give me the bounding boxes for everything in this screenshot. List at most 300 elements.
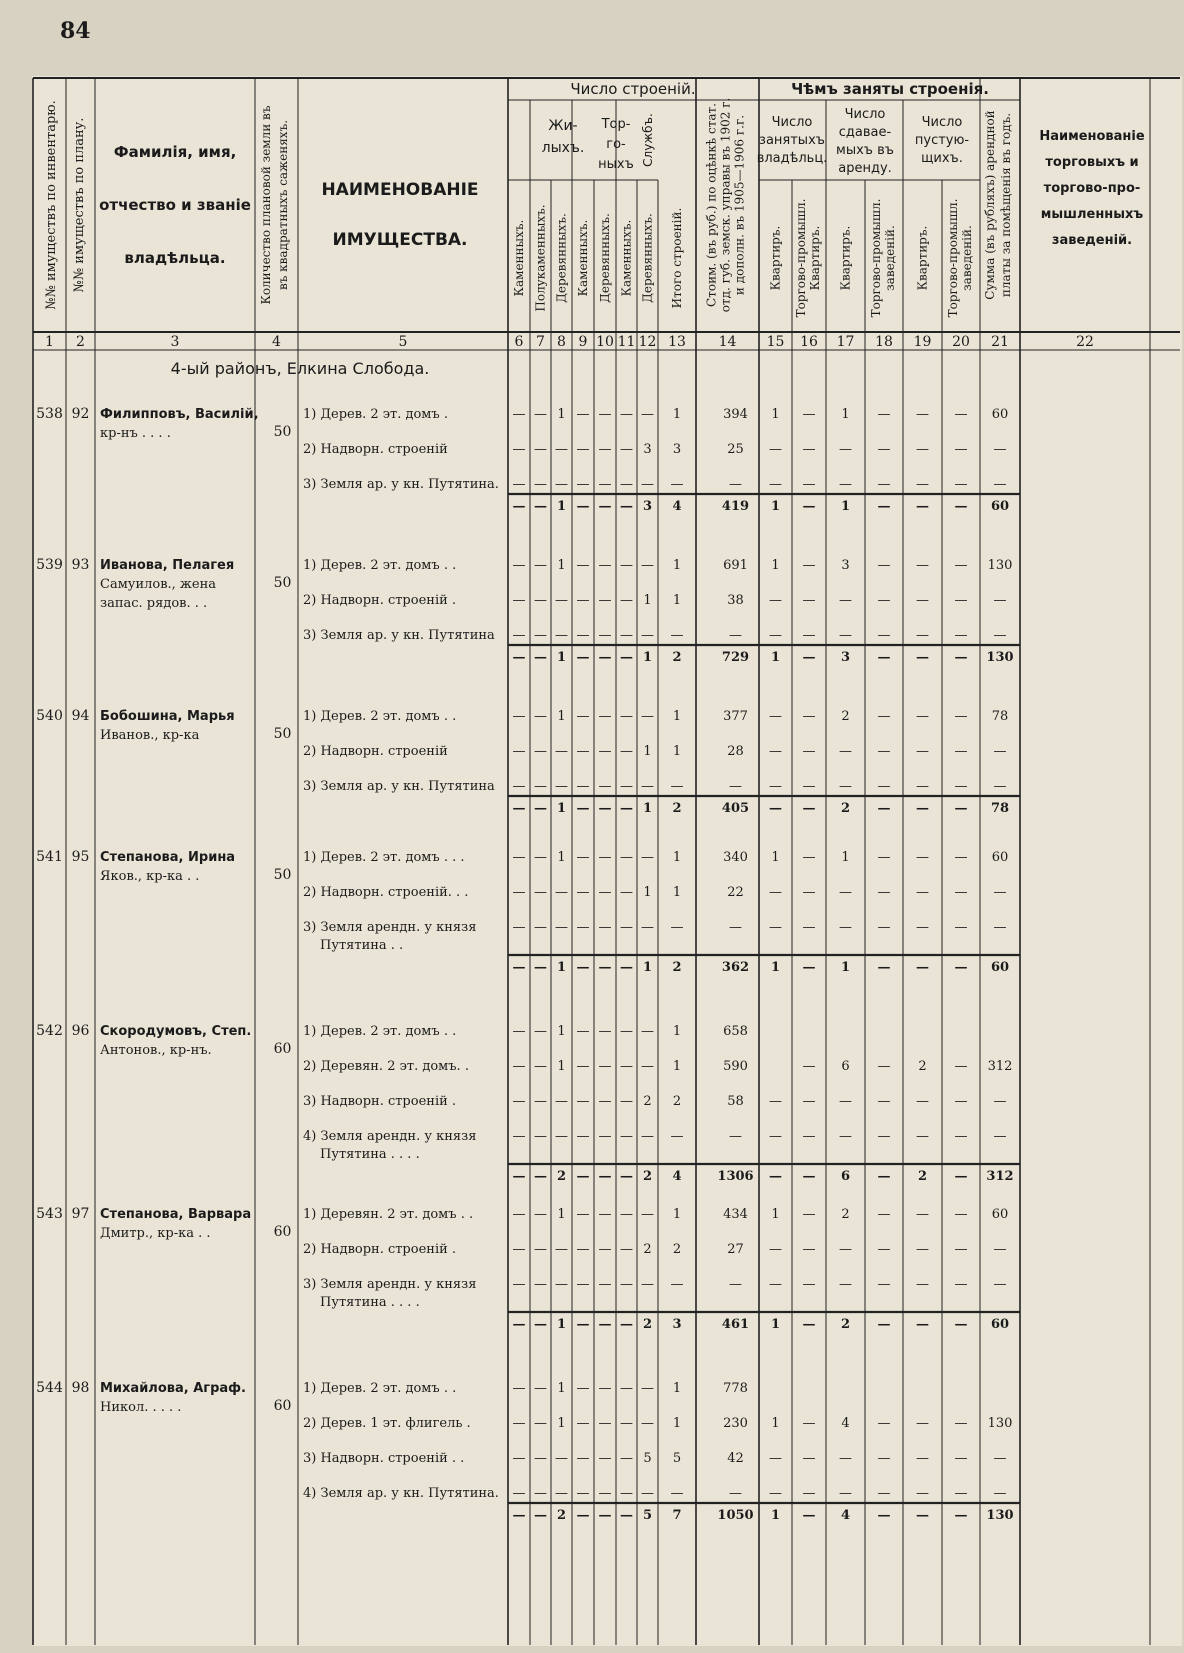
item-value: —	[598, 1059, 612, 1074]
plan-number: 97	[71, 1206, 90, 1222]
item-value: —	[954, 920, 968, 935]
property-item: 2) Надворн. строеній	[303, 744, 448, 759]
total-value: —	[512, 499, 526, 514]
item-value: —	[802, 407, 816, 422]
total-value: —	[877, 801, 891, 816]
item-value: 2	[918, 1059, 927, 1074]
item-value: —	[954, 1094, 968, 1109]
item-value: —	[916, 1486, 929, 1501]
property-ledger-table	[32, 76, 1182, 1646]
item-value: 28	[727, 744, 744, 759]
total-value: —	[802, 499, 816, 514]
item-value: —	[555, 1451, 568, 1466]
item-value: —	[802, 1059, 816, 1074]
item-value: —	[916, 1094, 929, 1109]
item-value: —	[512, 744, 526, 759]
property-item: 2) Надворн. строеній. . .	[303, 885, 469, 900]
item-value: —	[641, 1381, 654, 1396]
item-value: —	[802, 779, 816, 794]
item-value: —	[598, 1094, 612, 1109]
item-value: 1	[841, 850, 850, 865]
item-value: —	[555, 1242, 568, 1257]
total-value: —	[916, 1317, 929, 1332]
total-value: —	[877, 1317, 891, 1332]
column-number: 12	[638, 334, 657, 350]
item-value: —	[802, 628, 816, 643]
header-trade: го-	[606, 137, 626, 152]
item-value: —	[576, 1207, 590, 1222]
header-vacant: пустую-	[914, 133, 970, 148]
header-total-buildings: Итого строеній.	[670, 207, 684, 309]
column-number: 17	[836, 334, 855, 350]
item-value: —	[620, 1024, 633, 1039]
district-heading: 4-ый районъ, Елкина Слобода.	[170, 359, 430, 378]
item-value: —	[670, 477, 684, 492]
header-property-name: ИМУЩЕСТВА.	[332, 230, 468, 250]
item-value: —	[534, 1277, 547, 1292]
item-value: —	[620, 628, 633, 643]
total-value: 3	[840, 650, 851, 665]
total-value: 1	[770, 1508, 781, 1523]
item-value: —	[954, 885, 968, 900]
item-value: —	[993, 1451, 1007, 1466]
item-value: —	[598, 1277, 612, 1292]
item-value: 1	[771, 407, 780, 422]
item-value: —	[620, 709, 633, 724]
total-value: 362	[721, 960, 750, 975]
total-value: 1	[556, 499, 567, 514]
item-value: —	[839, 1451, 852, 1466]
item-value: —	[769, 628, 782, 643]
item-value: —	[769, 1242, 782, 1257]
property-item: 3) Земля ар. у кн. Путятина.	[303, 477, 499, 492]
header-material: Деревянныхъ.	[598, 213, 612, 303]
header-occupied-owner: занятыхъ	[759, 133, 825, 148]
owner-name: Антонов., кр-нъ.	[100, 1043, 212, 1058]
item-value: —	[916, 744, 929, 759]
item-value: —	[802, 477, 816, 492]
item-value: —	[954, 1416, 968, 1431]
item-value: —	[916, 442, 929, 457]
item-value: —	[641, 709, 654, 724]
item-value: —	[916, 477, 929, 492]
item-value: —	[769, 593, 782, 608]
item-value: —	[620, 477, 633, 492]
item-value: —	[576, 1094, 590, 1109]
item-value: 1	[672, 1207, 682, 1222]
inventory-number: 542	[36, 1023, 63, 1039]
item-value: —	[512, 1207, 526, 1222]
item-value: 377	[723, 709, 748, 724]
item-value: —	[620, 1381, 633, 1396]
property-item: 2) Надворн. строеній	[303, 442, 448, 457]
item-value: —	[534, 1024, 547, 1039]
owner-name: Дмитр., кр-ка . .	[100, 1226, 211, 1241]
item-value: —	[576, 1129, 590, 1144]
item-value: —	[839, 628, 852, 643]
item-value: —	[802, 1129, 816, 1144]
item-value: —	[512, 1277, 526, 1292]
item-value: —	[954, 407, 968, 422]
item-value: —	[769, 920, 782, 935]
total-value: —	[576, 1169, 590, 1184]
column-number: 9	[578, 334, 588, 350]
item-value: 1	[672, 1381, 682, 1396]
item-value: —	[598, 850, 612, 865]
column-number: 1	[45, 334, 54, 350]
total-value: 6	[840, 1169, 851, 1184]
item-value: —	[954, 1486, 968, 1501]
item-value: —	[802, 442, 816, 457]
item-value: —	[534, 1059, 547, 1074]
land-area: 50	[273, 867, 292, 883]
column-number: 21	[991, 334, 1009, 350]
item-value: —	[877, 1486, 891, 1501]
item-value: —	[877, 779, 891, 794]
item-value: —	[512, 442, 526, 457]
item-value: —	[512, 885, 526, 900]
property-item: 2) Надворн. строеній .	[303, 593, 457, 608]
item-value: 1	[557, 407, 566, 422]
item-value: 2	[841, 1207, 850, 1222]
item-value: —	[641, 1416, 654, 1431]
total-value: 2	[556, 1169, 567, 1184]
item-value: —	[576, 850, 590, 865]
item-value: —	[576, 1381, 590, 1396]
item-value: 1	[841, 407, 850, 422]
total-value: —	[534, 801, 547, 816]
header-material: Деревянныхъ.	[554, 213, 569, 303]
property-item: 1) Дерев. 2 эт. домъ . . .	[303, 850, 465, 865]
item-value: —	[877, 407, 891, 422]
item-value: —	[993, 1242, 1007, 1257]
item-value: —	[598, 744, 612, 759]
item-value: —	[512, 477, 526, 492]
land-area: 50	[273, 575, 292, 591]
item-value: —	[954, 558, 968, 573]
item-value: —	[769, 442, 782, 457]
item-value: —	[512, 1242, 526, 1257]
inventory-number: 540	[36, 708, 63, 724]
header-owner: Фамилія, имя,	[113, 143, 237, 161]
item-value: —	[620, 779, 633, 794]
total-value: —	[802, 801, 816, 816]
item-value: —	[598, 779, 612, 794]
property-item: 3) Надворн. строеній . .	[303, 1451, 465, 1466]
header-trade-industrial: Торгово-промышл.	[946, 198, 960, 318]
item-value: —	[954, 1207, 968, 1222]
owner-name: кр-нъ . . . .	[100, 426, 171, 441]
item-value: —	[877, 558, 891, 573]
item-value: 1	[672, 850, 682, 865]
total-value: 729	[721, 650, 750, 665]
item-value: —	[598, 1381, 612, 1396]
column-number: 8	[557, 334, 566, 350]
total-value: —	[954, 650, 968, 665]
owner-name: Михайлова, Аграф.	[100, 1381, 246, 1396]
total-value: 2	[642, 1169, 653, 1184]
total-value: 7	[672, 1508, 682, 1523]
item-value: 60	[991, 407, 1009, 422]
header-trade-industrial: Торгово-промышл.	[869, 198, 883, 318]
item-value: —	[620, 442, 633, 457]
item-value: —	[534, 442, 547, 457]
item-value: —	[555, 1094, 568, 1109]
item-value: —	[729, 920, 742, 935]
property-item: Путятина . . . .	[320, 1147, 420, 1162]
item-value: —	[555, 477, 568, 492]
item-value: —	[954, 1059, 968, 1074]
property-item: 3) Земля арендн. у князя	[303, 920, 477, 935]
total-value: 4	[672, 1169, 682, 1184]
item-value: —	[641, 1024, 654, 1039]
item-value: 1	[557, 558, 566, 573]
item-value: —	[954, 1129, 968, 1144]
total-value: —	[598, 1508, 612, 1523]
item-value: —	[620, 1277, 633, 1292]
property-item: 1) Дерев. 2 эт. домъ .	[303, 407, 448, 422]
column-number: 6	[514, 334, 524, 350]
total-value: —	[534, 1508, 547, 1523]
total-value: 3	[642, 499, 653, 514]
item-value: —	[802, 920, 816, 935]
item-value: —	[877, 1059, 891, 1074]
header-land-area: въ квадратныхъ саженяхъ.	[276, 119, 290, 291]
column-number: 4	[272, 334, 281, 350]
item-value: 312	[987, 1059, 1013, 1074]
item-value: —	[802, 709, 816, 724]
item-value: —	[534, 779, 547, 794]
item-value: —	[534, 744, 547, 759]
item-value: —	[839, 779, 852, 794]
column-number: 5	[398, 334, 408, 350]
total-value: —	[620, 1169, 633, 1184]
item-value: —	[916, 779, 929, 794]
item-value: —	[598, 407, 612, 422]
column-number: 20	[952, 334, 970, 350]
header-trade-industrial: заведеній.	[883, 225, 897, 291]
item-value: —	[954, 442, 968, 457]
item-value: 340	[723, 850, 748, 865]
item-value: 1	[557, 1207, 566, 1222]
owner-name: Яков., кр-ка . .	[100, 869, 200, 884]
total-value: —	[877, 960, 891, 975]
item-value: —	[620, 1242, 633, 1257]
total-value: —	[620, 1508, 633, 1523]
item-value: —	[954, 628, 968, 643]
item-value: —	[576, 885, 590, 900]
property-item: 1) Дерев. 2 эт. домъ . .	[303, 558, 457, 573]
property-item: 3) Надворн. строеній .	[303, 1094, 457, 1109]
header-rented-out: Число	[844, 107, 886, 122]
property-item: 1) Дерев. 2 эт. домъ . .	[303, 1381, 457, 1396]
item-value: —	[555, 885, 568, 900]
header-apartments: Квартиръ.	[915, 225, 930, 291]
item-value: 1	[771, 850, 780, 865]
item-value: —	[877, 1277, 891, 1292]
total-value: —	[916, 1508, 929, 1523]
item-value: —	[877, 593, 891, 608]
total-value: —	[598, 1169, 612, 1184]
item-value: —	[620, 885, 633, 900]
property-item: 2) Деревян. 2 эт. домъ. .	[303, 1059, 469, 1074]
owner-name: Степанова, Варвара	[100, 1207, 252, 1222]
item-value: 38	[727, 593, 744, 608]
owner-name: Иванов., кр-ка	[100, 728, 200, 743]
total-value: —	[877, 1169, 891, 1184]
property-item: Путятина . .	[320, 938, 404, 953]
total-value: —	[576, 650, 590, 665]
item-value: —	[769, 744, 782, 759]
header-trade-industrial: Торгово-промышл.	[794, 198, 808, 318]
total-value: —	[769, 801, 782, 816]
item-value: —	[916, 558, 929, 573]
item-value: —	[729, 779, 742, 794]
total-value: —	[954, 1169, 968, 1184]
total-value: 1	[556, 960, 567, 975]
item-value: —	[598, 593, 612, 608]
header-service: Службъ.	[641, 113, 655, 167]
item-value: —	[534, 1486, 547, 1501]
total-value: —	[877, 650, 891, 665]
item-value: —	[576, 407, 590, 422]
item-value: —	[769, 1486, 782, 1501]
item-value: —	[916, 1416, 929, 1431]
item-value: —	[534, 1207, 547, 1222]
item-value: —	[954, 1242, 968, 1257]
item-value: —	[802, 885, 816, 900]
total-value: —	[954, 1317, 968, 1332]
plan-number: 96	[71, 1023, 90, 1039]
item-value: —	[534, 709, 547, 724]
property-item: Путятина . . . .	[320, 1295, 420, 1310]
header-material: Деревянныхъ.	[640, 213, 655, 303]
item-value: —	[993, 744, 1007, 759]
total-value: —	[954, 801, 968, 816]
item-value: —	[512, 593, 526, 608]
item-value: 1	[557, 709, 566, 724]
total-value: —	[802, 1317, 816, 1332]
item-value: —	[802, 558, 816, 573]
item-value: —	[598, 1416, 612, 1431]
item-value: —	[598, 477, 612, 492]
total-value: —	[534, 650, 547, 665]
total-value: —	[620, 960, 633, 975]
item-value: 434	[723, 1207, 748, 1222]
item-value: —	[641, 628, 654, 643]
total-value: —	[802, 650, 816, 665]
item-value: 2	[643, 1094, 652, 1109]
item-value: —	[576, 442, 590, 457]
total-value: 312	[986, 1169, 1014, 1184]
column-number: 18	[875, 334, 893, 350]
total-value: —	[512, 960, 526, 975]
total-value: 1	[556, 801, 567, 816]
item-value: —	[954, 593, 968, 608]
total-value: —	[512, 801, 526, 816]
header-cost: и дополн. въ 1905—1906 г.г.	[732, 114, 747, 296]
total-value: —	[620, 650, 633, 665]
owner-name: Самуилов., жена	[100, 577, 216, 592]
item-value: —	[877, 1094, 891, 1109]
item-value: 78	[991, 709, 1009, 724]
item-value: —	[954, 709, 968, 724]
item-value: 230	[723, 1416, 748, 1431]
total-value: —	[916, 650, 929, 665]
total-value: —	[534, 1317, 547, 1332]
item-value: —	[576, 920, 590, 935]
item-value: —	[916, 920, 929, 935]
item-value: —	[620, 407, 633, 422]
header-living: лыхъ.	[541, 140, 585, 156]
item-value: —	[670, 628, 684, 643]
item-value: —	[729, 1129, 742, 1144]
item-value: —	[598, 885, 612, 900]
item-value: —	[670, 920, 684, 935]
header-trade-establishments: мышленныхъ	[1040, 207, 1144, 222]
header-trade-establishments: Наименованіе	[1039, 129, 1145, 144]
item-value: —	[877, 442, 891, 457]
item-value: 1	[557, 850, 566, 865]
property-item: 1) Дерев. 2 эт. домъ . .	[303, 1024, 457, 1039]
header-trade-industrial: Квартиръ.	[808, 225, 822, 291]
item-value: —	[576, 628, 590, 643]
item-value: —	[769, 1094, 782, 1109]
total-value: 1	[770, 1317, 781, 1332]
owner-name: Степанова, Ирина	[100, 850, 236, 865]
header-trade-establishments: торгово-про-	[1043, 181, 1141, 196]
item-value: —	[620, 1451, 633, 1466]
total-value: 1	[770, 960, 781, 975]
land-area: 50	[273, 726, 292, 742]
item-value: —	[641, 407, 654, 422]
total-value: —	[598, 960, 612, 975]
owner-name: Филипповъ, Василій,	[100, 407, 259, 422]
owner-name: Иванова, Пелагея	[100, 558, 235, 573]
item-value: —	[641, 920, 654, 935]
item-value: —	[555, 1277, 568, 1292]
owner-name: Скородумовъ, Степ.	[100, 1024, 252, 1039]
item-value: —	[641, 1059, 654, 1074]
item-value: 2	[672, 1242, 682, 1257]
item-value: —	[576, 779, 590, 794]
header-trade: Тор-	[601, 117, 631, 132]
header-owner: отчество и званіе	[99, 196, 251, 214]
item-value: 42	[727, 1451, 744, 1466]
item-value: 1	[643, 593, 652, 608]
item-value: —	[802, 1451, 816, 1466]
land-area: 60	[273, 1398, 292, 1414]
item-value: —	[993, 628, 1007, 643]
total-value: —	[877, 499, 891, 514]
item-value: —	[993, 779, 1007, 794]
item-value: —	[534, 1381, 547, 1396]
total-value: —	[512, 1317, 526, 1332]
total-value: 2	[840, 1317, 851, 1332]
land-area: 60	[273, 1041, 292, 1057]
column-number: 19	[913, 334, 932, 350]
header-material: Каменныхъ.	[619, 219, 634, 297]
item-value: —	[576, 1451, 590, 1466]
item-value: —	[839, 1129, 852, 1144]
item-value: —	[534, 628, 547, 643]
header-material: Каменныхъ.	[576, 219, 590, 297]
item-value: 1	[672, 744, 682, 759]
item-value: —	[916, 850, 929, 865]
item-value: 1	[672, 407, 682, 422]
item-value: 27	[727, 1242, 744, 1257]
item-value: —	[641, 1129, 654, 1144]
